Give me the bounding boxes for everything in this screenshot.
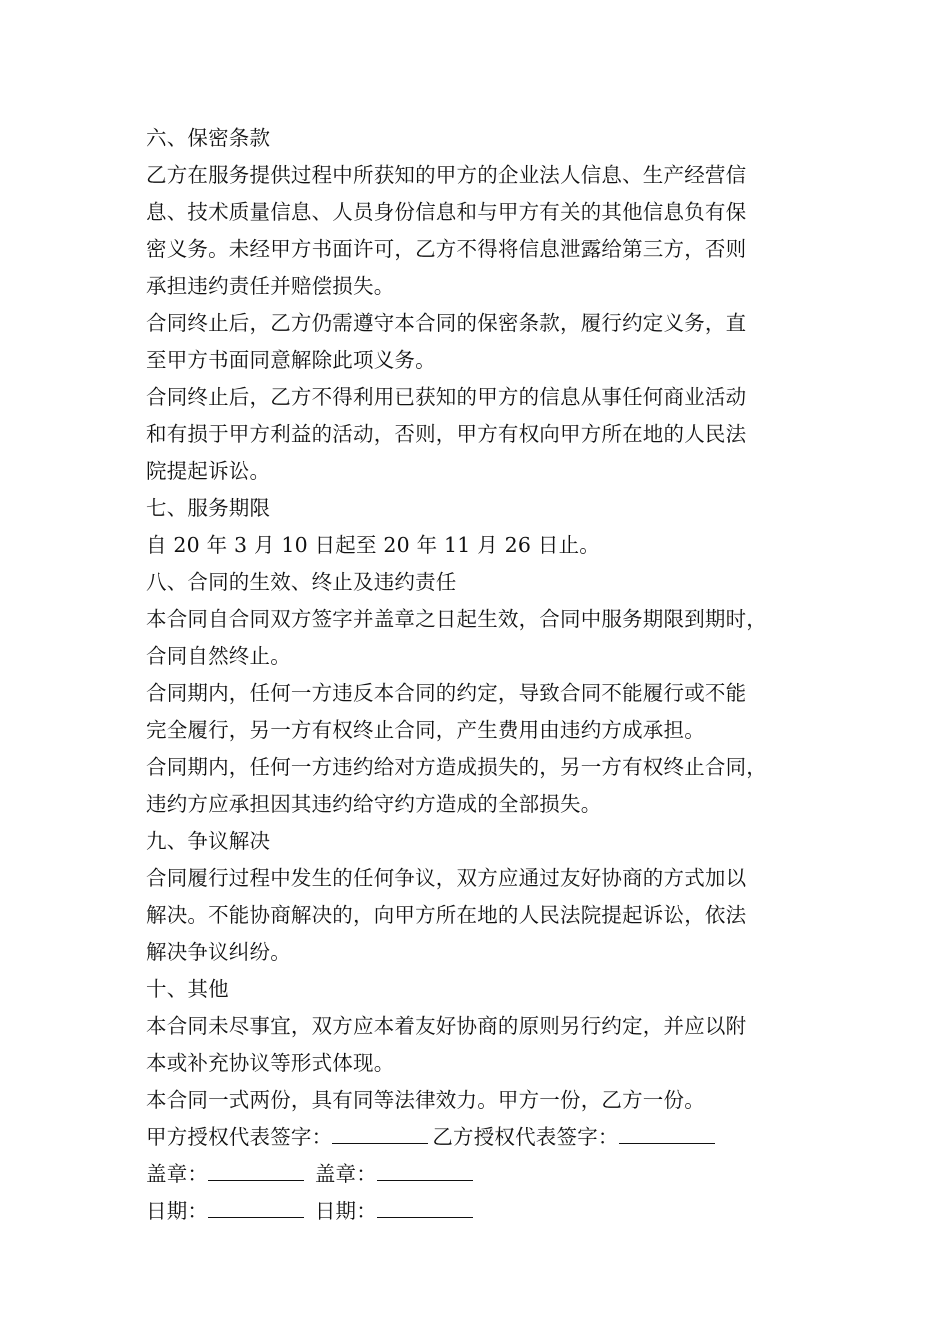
paragraph-line: 解决。不能协商解决的，向甲方所在地的人民法院提起诉讼，依法 — [146, 903, 747, 927]
section-heading-other: 十、其他 — [146, 977, 229, 1001]
paragraph-line: 解决争议纠纷。 — [146, 940, 291, 964]
paragraph-line: 完全履行，另一方有权终止合同，产生费用由违约方成承担。 — [146, 718, 705, 742]
paragraph-line: 本合同自合同双方签字并盖章之日起生效，合同中服务期限到期时， — [146, 607, 767, 631]
paragraph-line: 和有损于甲方利益的活动，否则，甲方有权向甲方所在地的人民法 — [146, 422, 747, 446]
seal-b-label: 盖章： — [314, 1162, 377, 1186]
paragraph-line: 承担违约责任并赔偿损失。 — [146, 274, 395, 298]
paragraph-line: 密义务。未经甲方书面许可，乙方不得将信息泄露给第三方，否则 — [146, 237, 747, 261]
paragraph-line: 院提起诉讼。 — [146, 459, 271, 483]
paragraph-line: 合同期内，任何一方违约给对方造成损失的，另一方有权终止合同， — [146, 755, 767, 779]
paragraph-line: 本合同未尽事宜，双方应本着友好协商的原则另行约定，并应以附 — [146, 1014, 747, 1038]
paragraph-line: 自 20 年 3 月 10 日起至 20 年 11 月 26 日止。 — [146, 533, 600, 557]
date-a-blank — [208, 1195, 304, 1218]
party-a-rep-blank — [332, 1121, 428, 1144]
paragraph-line: 合同自然终止。 — [146, 644, 291, 668]
section-heading-effect-termination: 八、合同的生效、终止及违约责任 — [146, 570, 457, 594]
paragraph-line: 至甲方书面同意解除此项义务。 — [146, 348, 436, 372]
party-b-rep-blank — [619, 1121, 715, 1144]
paragraph-line: 乙方在服务提供过程中所获知的甲方的企业法人信息、生产经营信 — [146, 163, 747, 187]
paragraph-line: 合同终止后，乙方不得利用已获知的甲方的信息从事任何商业活动 — [146, 385, 747, 409]
paragraph-line: 本合同一式两份，具有同等法律效力。甲方一份，乙方一份。 — [146, 1088, 705, 1112]
paragraph-line: 合同期内，任何一方违反本合同的约定，导致合同不能履行或不能 — [146, 681, 747, 705]
seal-a-label: 盖章： — [146, 1162, 209, 1186]
paragraph-line: 息、技术质量信息、人员身份信息和与甲方有关的其他信息负有保 — [146, 200, 747, 224]
section-heading-dispute-resolution: 九、争议解决 — [146, 829, 271, 853]
paragraph-line: 本或补充协议等形式体现。 — [146, 1051, 395, 1075]
document-body — [146, 120, 818, 1230]
paragraph-line: 合同终止后，乙方仍需遵守本合同的保密条款，履行约定义务，直 — [146, 311, 747, 335]
section-heading-service-period: 七、服务期限 — [146, 496, 271, 520]
date-b-blank — [377, 1195, 473, 1218]
date-b-label: 日期： — [314, 1199, 377, 1223]
paragraph-line: 合同履行过程中发生的任何争议，双方应通过友好协商的方式加以 — [146, 866, 747, 890]
section-heading-confidentiality: 六、保密条款 — [146, 126, 271, 150]
signature-row-dates — [146, 1193, 818, 1230]
date-a-label: 日期： — [146, 1199, 209, 1223]
seal-a-blank — [208, 1158, 304, 1181]
paragraph-line: 违约方应承担因其违约给守约方造成的全部损失。 — [146, 792, 602, 816]
signature-row-seals — [146, 1156, 818, 1193]
party-b-rep-label: 乙方授权代表签字： — [432, 1125, 619, 1149]
party-a-rep-label: 甲方授权代表签字： — [146, 1125, 333, 1149]
signature-row-representatives — [146, 1119, 818, 1156]
seal-b-blank — [377, 1158, 473, 1181]
